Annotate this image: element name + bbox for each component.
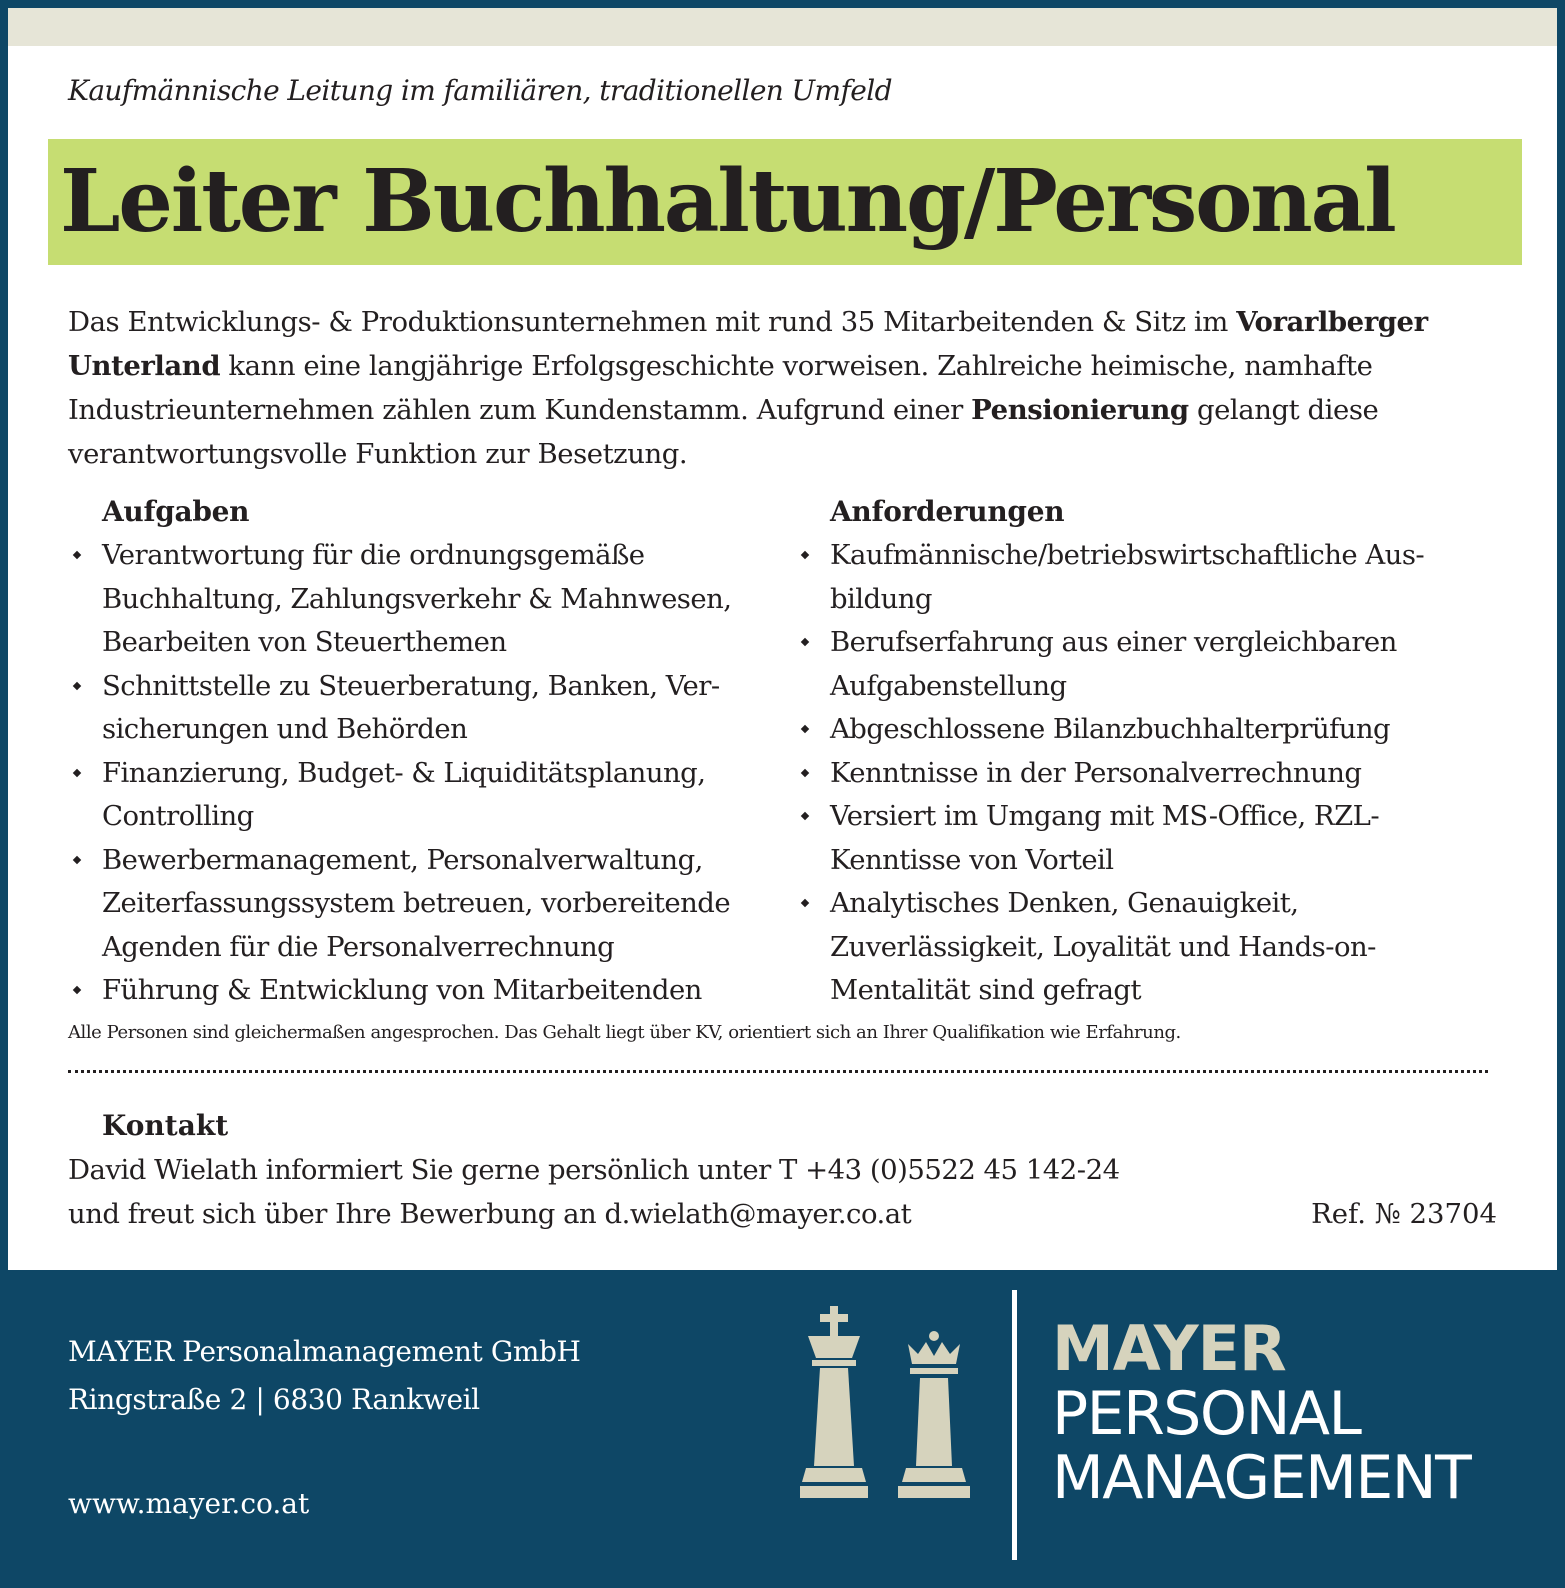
logo-management: MANAGEMENT bbox=[1052, 1443, 1471, 1513]
contact-block bbox=[68, 1148, 1120, 1236]
footer-address bbox=[68, 1328, 581, 1424]
contact-heading: Kontakt bbox=[102, 1109, 229, 1142]
requirement-item: Kaufmännische/betriebswirtschaftliche Ausbildung bbox=[796, 534, 1496, 621]
task-item: Verantwortung für die ordnungsgemäße Buchhaltung, Zahlungsverkehr & Mahnwesen, Bearbeiten von Steuerthemen bbox=[68, 534, 788, 665]
requirements-list bbox=[796, 534, 1496, 1013]
requirement-item: Berufserfahrung aus einer vergleichbaren Aufgabenstellung bbox=[796, 621, 1496, 708]
top-band bbox=[8, 8, 1557, 46]
logo-divider bbox=[1012, 1290, 1017, 1560]
intro-text-1: Das Entwicklungs- & Produktionsunternehmen mit rund 35 Mitarbeitenden & Sitz im bbox=[68, 306, 1237, 338]
intro-paragraph bbox=[68, 300, 1518, 476]
requirement-item: Abgeschlossene Bilanzbuchhalterprüfung bbox=[796, 708, 1496, 752]
tasks-column bbox=[68, 490, 788, 1013]
logo-mayer: MAYER bbox=[1052, 1312, 1286, 1385]
task-item: Schnittstelle zu Steuerberatung, Banken, Versicherungen und Behörden bbox=[68, 665, 788, 752]
company-name: MAYER Personalmanagement GmbH bbox=[68, 1335, 581, 1368]
ad-content-panel bbox=[8, 8, 1557, 1270]
contact-phone-line: David Wielath informiert Sie gerne persönlich unter T +43 (0)5522 45 142-24 bbox=[68, 1154, 1120, 1186]
reference-number: Ref. № 23704 bbox=[1311, 1198, 1497, 1230]
tasks-heading: Aufgaben bbox=[102, 495, 250, 528]
intro-text-2: kann eine langjährige Erfolgsgeschichte vorweisen. Zahlreiche heimische, namhafte Industrieunternehmen zählen zum Kundenstamm. Aufgrund einer bbox=[68, 350, 1373, 426]
street-address: Ringstraße 2 | 6830 Rankweil bbox=[68, 1383, 480, 1416]
company-logo bbox=[1052, 1312, 1471, 1513]
task-item: Führung & Entwicklung von Mitarbeitenden bbox=[68, 969, 788, 1013]
ad-subtitle: Kaufmännische Leitung im familiären, traditionellen Umfeld bbox=[68, 74, 892, 107]
requirements-column bbox=[796, 490, 1496, 1013]
website-link[interactable]: www.mayer.co.at bbox=[68, 1487, 310, 1520]
contact-email-line: und freut sich über Ihre Bewerbung an d.wielath@mayer.co.at bbox=[68, 1198, 912, 1230]
tasks-list bbox=[68, 534, 788, 1013]
requirement-item: Kenntnisse in der Personalverrechnung bbox=[796, 752, 1496, 796]
intro-text-3: gelangt diese verantwortungsvolle Funktion zur Besetzung. bbox=[68, 394, 1379, 470]
title-highlight bbox=[48, 139, 1522, 265]
dotted-divider bbox=[68, 1070, 1488, 1073]
logo-personal: PERSONAL bbox=[1052, 1379, 1361, 1449]
requirements-heading: Anforderungen bbox=[830, 495, 1065, 528]
intro-bold-retirement: Pensionierung bbox=[971, 394, 1189, 426]
task-item: Bewerbermanagement, Personalverwaltung, Zeiterfassungssystem betreuen, vorbereitende Agenden für die Personalverrechnung bbox=[68, 839, 788, 970]
chess-king-queen-icon bbox=[800, 1306, 990, 1506]
requirement-item: Versiert im Umgang mit MS-Office, RZL-Kenntisse von Vorteil bbox=[796, 795, 1496, 882]
task-item: Finanzierung, Budget- & Liquiditätsplanung, Controlling bbox=[68, 752, 788, 839]
requirement-item: Analytisches Denken, Genauigkeit, Zuverlässigkeit, Loyalität und Hands-on-Mentalität sind gefragt bbox=[796, 882, 1496, 1013]
equality-salary-note: Alle Personen sind gleichermaßen angesprochen. Das Gehalt liegt über KV, orientiert sich an Ihrer Qualifikation wie Erfahrung. bbox=[68, 1022, 1181, 1043]
intro-bold-region: Vorarlberger Unterland bbox=[68, 306, 1428, 382]
job-title: Leiter Buchhaltung/Personal bbox=[60, 151, 1395, 252]
